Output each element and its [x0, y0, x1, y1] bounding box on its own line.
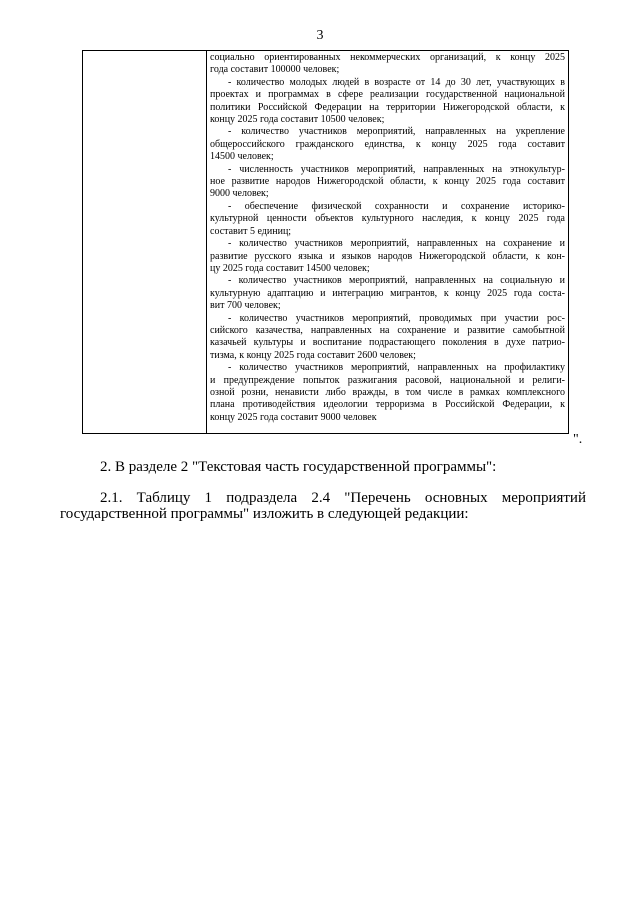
table-cell-line: - количество участников мероприятий, направленных на социальную и [228, 275, 565, 287]
table-cell-line: социально ориентированных некоммерческих организаций, к концу 2025 [210, 52, 565, 63]
subsection-2-1-paragraph-line-2: государственной программы" изложить в следующей редакции: [60, 506, 469, 522]
table-cell-line: проектах и программах в сфере реализации государственной национальной [210, 89, 565, 101]
table-cell-line: - численность участников мероприятий, направленных на этнокультур- [228, 163, 565, 175]
table-cell-line: года составит 100000 человек; [210, 64, 340, 76]
table-cell-line: концу 2025 года составит 9000 человек [210, 411, 377, 423]
table-cell-line: плана противодействия идеологии терроризма в Российской Федерации, к [210, 399, 565, 411]
table-cell-line: развитие русского языка и языков народов Нижегородской области, к кон- [210, 250, 565, 262]
table-cell-line: вит 700 человек; [210, 300, 281, 312]
table-cell-line: общероссийского гражданского единства, к концу 2025 года составит [210, 138, 565, 150]
table-right-cell [207, 51, 568, 424]
table-cell-line: цу 2025 года составит 14500 человек; [210, 262, 370, 274]
table-cell-line: ное развитие народов Нижегородской области, к концу 2025 года составит [210, 176, 565, 188]
table-cell-line: сийского казачества, направленных на сохранение и развитие самобытной [210, 324, 565, 336]
table-cell-line: - обеспечение физической сохранности и сохранение историко- [228, 200, 565, 212]
section-2-heading-paragraph: 2. В разделе 2 "Текстовая часть государственной программы": [100, 459, 497, 475]
table-cell-line: 9000 человек; [210, 188, 269, 200]
table-cell-line: казачьей культуры и воспитание подрастающего поколения в духе патрио- [210, 337, 565, 349]
table-cell-line: тизма, к концу 2025 года составит 2600 человек; [210, 349, 416, 361]
table-cell-line: - количество участников мероприятий, проводимых при участии рос- [228, 312, 565, 324]
table-cell-line: и предупреждение попыток разжигания расовой, национальной и религи- [210, 374, 565, 386]
table-cell-line: озной розни, ненависти либо вражды, в том числе в рамках комплексного [210, 386, 565, 398]
table-cell-line: политики Российской Федерации на территории Нижегородской области, к [210, 101, 565, 113]
table-cell-line: - количество участников мероприятий, направленных на укрепление [228, 126, 565, 138]
closing-quote: ". [573, 432, 583, 447]
page-number: 3 [316, 28, 324, 43]
table-cell-line: 14500 человек; [210, 151, 274, 163]
program-indicators-table [82, 50, 569, 434]
table-cell-line: составит 5 единиц; [210, 225, 292, 237]
table-cell-line: концу 2025 года составит 10500 человек; [210, 114, 385, 126]
table-cell-line: культурную адаптацию и интеграцию мигрантов, к концу 2025 года соста- [210, 287, 565, 299]
table-left-cell [83, 51, 207, 433]
table-cell-line: - количество участников мероприятий, направленных на профилактику [228, 362, 565, 374]
table-cell-line: - количество участников мероприятий, направленных на сохранение и [228, 238, 565, 250]
table-cell-line: культурной ценности объектов культурного наследия, к концу 2025 года [210, 213, 565, 225]
table-cell-line: - количество молодых людей в возрасте от 14 до 30 лет, участвующих в [228, 76, 565, 88]
subsection-2-1-paragraph-line-1: 2.1. Таблицу 1 подраздела 2.4 "Перечень основных мероприятий [100, 490, 586, 506]
